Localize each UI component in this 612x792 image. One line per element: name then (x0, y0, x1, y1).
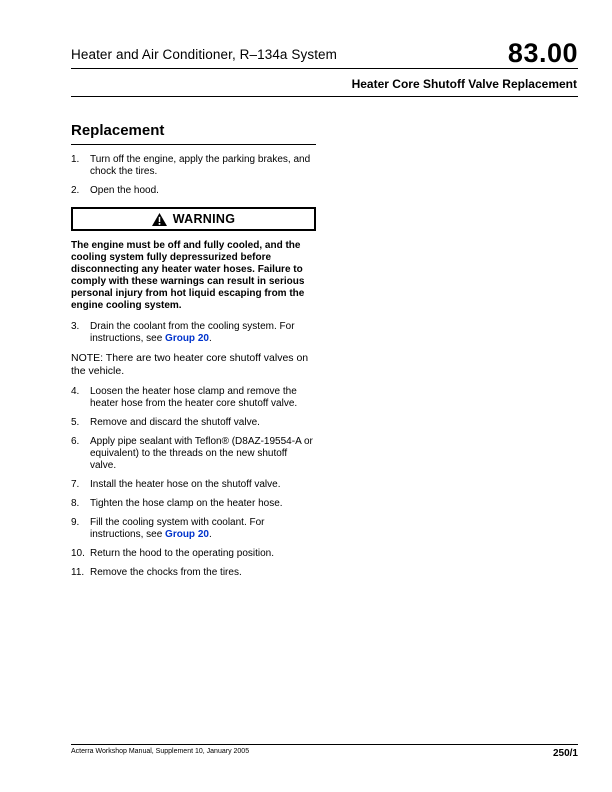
step-item-7 (71, 479, 316, 491)
step-item-1 (71, 154, 316, 178)
step-number: 9. (71, 517, 80, 528)
page-header (71, 40, 578, 97)
step-text-segment: Drain the coolant from the cooling system. For instructions, see (90, 321, 295, 344)
step-item-5 (71, 417, 316, 429)
header-row (71, 40, 578, 69)
section-heading: Replacement (71, 122, 316, 145)
note-paragraph: NOTE: There are two heater core shutoff valves on the vehicle. (71, 352, 309, 377)
step-number: 10. (71, 548, 85, 559)
step-number: 4. (71, 386, 80, 397)
step-item-2 (71, 185, 316, 197)
step-text: Open the hood. (90, 185, 159, 196)
step-item-8 (71, 498, 316, 510)
step-number: 1. (71, 154, 80, 165)
step-number: 8. (71, 498, 80, 509)
step-number: 6. (71, 436, 80, 447)
step-number: 7. (71, 479, 80, 490)
step-text: Remove the chocks from the tires. (90, 567, 242, 578)
page-footer (71, 744, 578, 759)
step-number: 11. (71, 567, 85, 578)
step-text-segment: . (208, 333, 212, 344)
step-item-9 (71, 517, 316, 541)
step-item-6 (71, 436, 316, 472)
step-item-11 (71, 567, 316, 579)
step-text: Apply pipe sealant with Teflon® (D8AZ-19554-A or equivalent) to the threads on the new shutoff valve. (90, 436, 313, 471)
content-column (71, 122, 316, 586)
footer-manual-info: Acterra Workshop Manual, Supplement 10, January 2005 (71, 748, 250, 755)
step-item-4 (71, 386, 316, 410)
step-text-segment: . (208, 529, 212, 540)
step-text: Return the hood to the operating position. (90, 548, 275, 559)
page-subtitle: Heater Core Shutoff Valve Replacement (71, 69, 578, 97)
step-number: 3. (71, 321, 80, 332)
step-text: Loosen the heater hose clamp and remove the heater hose from the heater core shutoff valve. (90, 386, 298, 409)
step-item-3 (71, 321, 316, 345)
footer-page-number: 250/1 (552, 748, 578, 759)
step-text: Turn off the engine, apply the parking brakes, and chock the tires. (90, 154, 311, 177)
step-text-segment: Fill the cooling system with coolant. For instructions, see (90, 517, 265, 540)
warning-paragraph: The engine must be off and fully cooled, and the cooling system fully depressurized before disconnecting any heater water hoses. Failure to comply with these warnings can result in serious personal injury from hot liquid escaping from the engine cooling system. (71, 240, 305, 311)
step-text (90, 321, 316, 345)
warning-triangle-icon (152, 213, 167, 226)
step-number: 2. (71, 185, 80, 196)
step-text: Remove and discard the shutoff valve. (90, 417, 260, 428)
group-20-link[interactable]: Group 20 (165, 529, 209, 540)
step-text: Tighten the hose clamp on the heater hose. (90, 498, 283, 509)
warning-box (71, 207, 316, 231)
step-number: 5. (71, 417, 80, 428)
step-text: Install the heater hose on the shutoff valve. (90, 479, 281, 490)
warning-label: WARNING (172, 212, 236, 226)
step-item-10 (71, 548, 316, 560)
chapter-title: Heater and Air Conditioner, R–134a System (71, 47, 337, 62)
step-text (90, 517, 316, 541)
section-number: 83.00 (507, 38, 578, 68)
group-20-link[interactable]: Group 20 (165, 333, 209, 344)
